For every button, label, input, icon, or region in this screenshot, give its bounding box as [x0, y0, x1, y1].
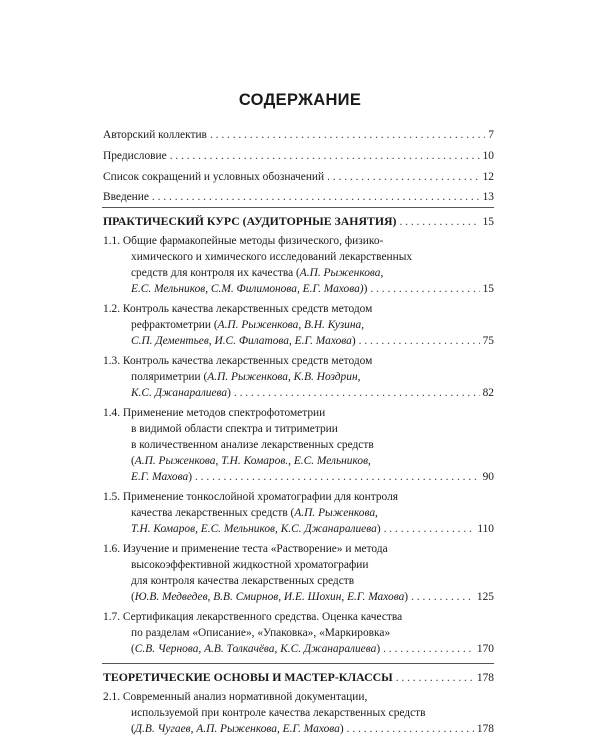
authors: С.П. Дементьев, И.С. Филатова, Е.Г. Махова: [131, 335, 352, 347]
text-fragment: поляриметрии (: [131, 371, 208, 383]
authors: А.П. Рыженкова, К.В. Ноздрин,: [207, 371, 361, 383]
toc-entry-1-5-line2: [131, 505, 378, 521]
authors: К.С. Джанаралиева: [131, 387, 228, 399]
authors: Е.Г. Махова: [131, 471, 189, 483]
authors: Ю.В. Медведев, В.В. Смирнов, И.Е. Шохин, Е.Г. Махова: [134, 591, 405, 603]
open-paren: (: [131, 723, 135, 735]
text-fragment: [131, 281, 367, 297]
toc-entry-2-1-line3: [131, 721, 494, 737]
leader-dots: [347, 721, 474, 737]
leader-dots: [195, 469, 480, 485]
closing-paren: ): [376, 643, 381, 655]
toc-entry-1-1-line1[interactable]: 1.1. Общие фармакопейные методы физического, физико-: [103, 235, 384, 247]
leader-dots: [234, 385, 480, 401]
authors: А.П. Рыженкова,: [299, 267, 384, 279]
text-fragment: рефрактометрии (: [131, 319, 218, 331]
leader-dots: [152, 189, 480, 205]
leader-dots: [411, 589, 474, 605]
authors: А.П. Рыженкова, Т.Н. Комаров., Е.С. Мельников,: [134, 455, 371, 467]
toc-entry-introduction[interactable]: [103, 189, 494, 205]
leader-dots: [384, 521, 475, 537]
toc-entry-1-7-line1[interactable]: 1.7. Сертификация лекарственного средства. Оценка качества: [103, 611, 403, 623]
authors: С.В. Чернова, А.В. Толкачёва, К.С. Джанаралиева: [134, 643, 377, 655]
toc-entry-1-6-line3: для контроля качества лекарственных средств: [131, 575, 355, 587]
open-paren: (: [131, 591, 135, 603]
leader-dots: [170, 148, 480, 164]
toc-page-number: 110: [477, 523, 494, 535]
text-fragment: [131, 385, 231, 401]
text-fragment: [131, 521, 381, 537]
toc-section-title: ТЕОРЕТИЧЕСКИЕ ОСНОВЫ И МАСТЕР-КЛАССЫ: [103, 670, 393, 684]
toc-entry-preface[interactable]: [103, 148, 494, 164]
toc-entry-1-3-line2: [131, 369, 360, 385]
toc-entry-1-2-line2: [131, 317, 364, 333]
toc-section-title: ПРАКТИЧЕСКИЙ КУРС (АУДИТОРНЫЕ ЗАНЯТИЯ): [103, 214, 397, 228]
section-divider: [102, 663, 494, 664]
authors: Д.В. Чугаев, А.П. Рыженкова, Е.Г. Махова: [134, 723, 340, 735]
toc-entry-1-4-line4: [131, 453, 371, 469]
toc-entry-text: Предисловие: [103, 150, 167, 162]
toc-page-number: 10: [482, 150, 494, 162]
toc-entry-1-5-line1[interactable]: 1.5. Применение тонкослойной хроматографии для контроля: [103, 491, 398, 503]
toc-page-number: 170: [476, 643, 494, 655]
leader-dots: [383, 641, 474, 657]
leader-dots: [210, 127, 485, 143]
text-fragment: средств для контроля их качества (: [131, 267, 300, 279]
toc-page-number: 15: [482, 283, 494, 295]
toc-page-number: 13: [482, 191, 494, 203]
toc-page-number: 90: [482, 471, 494, 483]
toc-entry-1-7-line3: [131, 641, 494, 657]
closing-paren: ): [376, 523, 381, 535]
text-fragment: качества лекарственных средств (: [131, 507, 295, 519]
open-paren: (: [131, 455, 135, 467]
text-fragment: [131, 469, 192, 485]
toc-section-theory[interactable]: [103, 669, 494, 686]
toc-entry-1-2-line3: [131, 333, 494, 349]
toc-entry-2-1-line2: используемой при контроле качества лекарственных средств: [131, 707, 426, 719]
section-divider: [102, 207, 494, 208]
toc-entry-text: Введение: [103, 191, 149, 203]
authors: А.П. Рыженкова,: [294, 507, 378, 519]
toc-entry-1-1-line2: химического и химического исследований лекарственных: [131, 251, 413, 263]
toc-entry-2-1-line1[interactable]: 2.1. Современный анализ нормативной документации,: [103, 691, 368, 703]
toc-entry-1-1-line4: [131, 281, 494, 297]
toc-page-number: 75: [482, 335, 494, 347]
text-fragment: [131, 333, 356, 349]
toc-entry-1-6-line2: высокоэффективной жидкостной хроматографии: [131, 559, 369, 571]
toc-entry-1-6-line1[interactable]: 1.6. Изучение и применение теста «Растворение» и метода: [103, 543, 388, 555]
toc-page-number: 82: [482, 387, 494, 399]
toc-page-number: 125: [476, 591, 494, 603]
toc-entry-1-4-line5: [131, 469, 494, 485]
toc-entry-1-3-line1[interactable]: 1.3. Контроль качества лекарственных средств методом: [103, 355, 373, 367]
toc-entry-1-1-line3: [131, 265, 383, 281]
authors: Т.Н. Комаров, Е.С. Мельников, К.С. Джанаралиева: [131, 523, 377, 535]
text-fragment: [131, 641, 380, 657]
closing-paren: ): [363, 283, 368, 295]
toc-entry-1-4-line3: в количественном анализе лекарственных средств: [131, 439, 374, 451]
toc-page-number: 178: [476, 723, 494, 735]
closing-paren: ): [339, 723, 344, 735]
toc-entry-1-3-line3: [131, 385, 494, 401]
toc-page-number: 12: [482, 171, 494, 183]
toc-page-number: 178: [476, 672, 494, 684]
toc-entry-authors[interactable]: [103, 127, 494, 143]
leader-dots: [396, 670, 474, 686]
leader-dots: [327, 169, 479, 185]
toc-entry-1-7-line2: по разделам «Описание», «Упаковка», «Маркировка»: [131, 627, 391, 639]
leader-dots: [359, 333, 480, 349]
toc-entry-1-4-line1[interactable]: 1.4. Применение методов спектрофотометрии: [103, 407, 326, 419]
toc-entry-1-5-line3: [131, 521, 494, 537]
toc-page-number: 7: [488, 129, 494, 141]
closing-paren: ): [188, 471, 192, 483]
authors: Е.С. Мельников, С.М. Филимонова, Е.Г. Махова): [131, 283, 364, 295]
leader-dots: [370, 281, 479, 297]
toc-page-number: 15: [482, 216, 494, 228]
toc-entry-1-4-line2: в видимой области спектра и титриметрии: [131, 423, 338, 435]
text-fragment: [131, 721, 344, 737]
toc-entry-text: Список сокращений и условных обозначений: [103, 171, 325, 183]
toc-entry-1-2-line1[interactable]: 1.2. Контроль качества лекарственных средств методом: [103, 303, 373, 315]
toc-section-practical-course[interactable]: [103, 213, 494, 230]
text-fragment: [131, 589, 408, 605]
authors: А.П. Рыженкова, В.Н. Кузина,: [217, 319, 365, 331]
open-paren: (: [131, 643, 135, 655]
toc-entry-text: Авторский коллектив: [103, 129, 207, 141]
closing-paren: ): [227, 387, 231, 399]
toc-entry-abbreviations[interactable]: [103, 169, 494, 185]
closing-paren: ): [404, 591, 409, 603]
closing-paren: ): [351, 335, 356, 347]
page-title: СОДЕРЖАНИЕ: [238, 91, 362, 109]
toc-entry-1-6-line4: [131, 589, 494, 605]
leader-dots: [399, 214, 479, 230]
